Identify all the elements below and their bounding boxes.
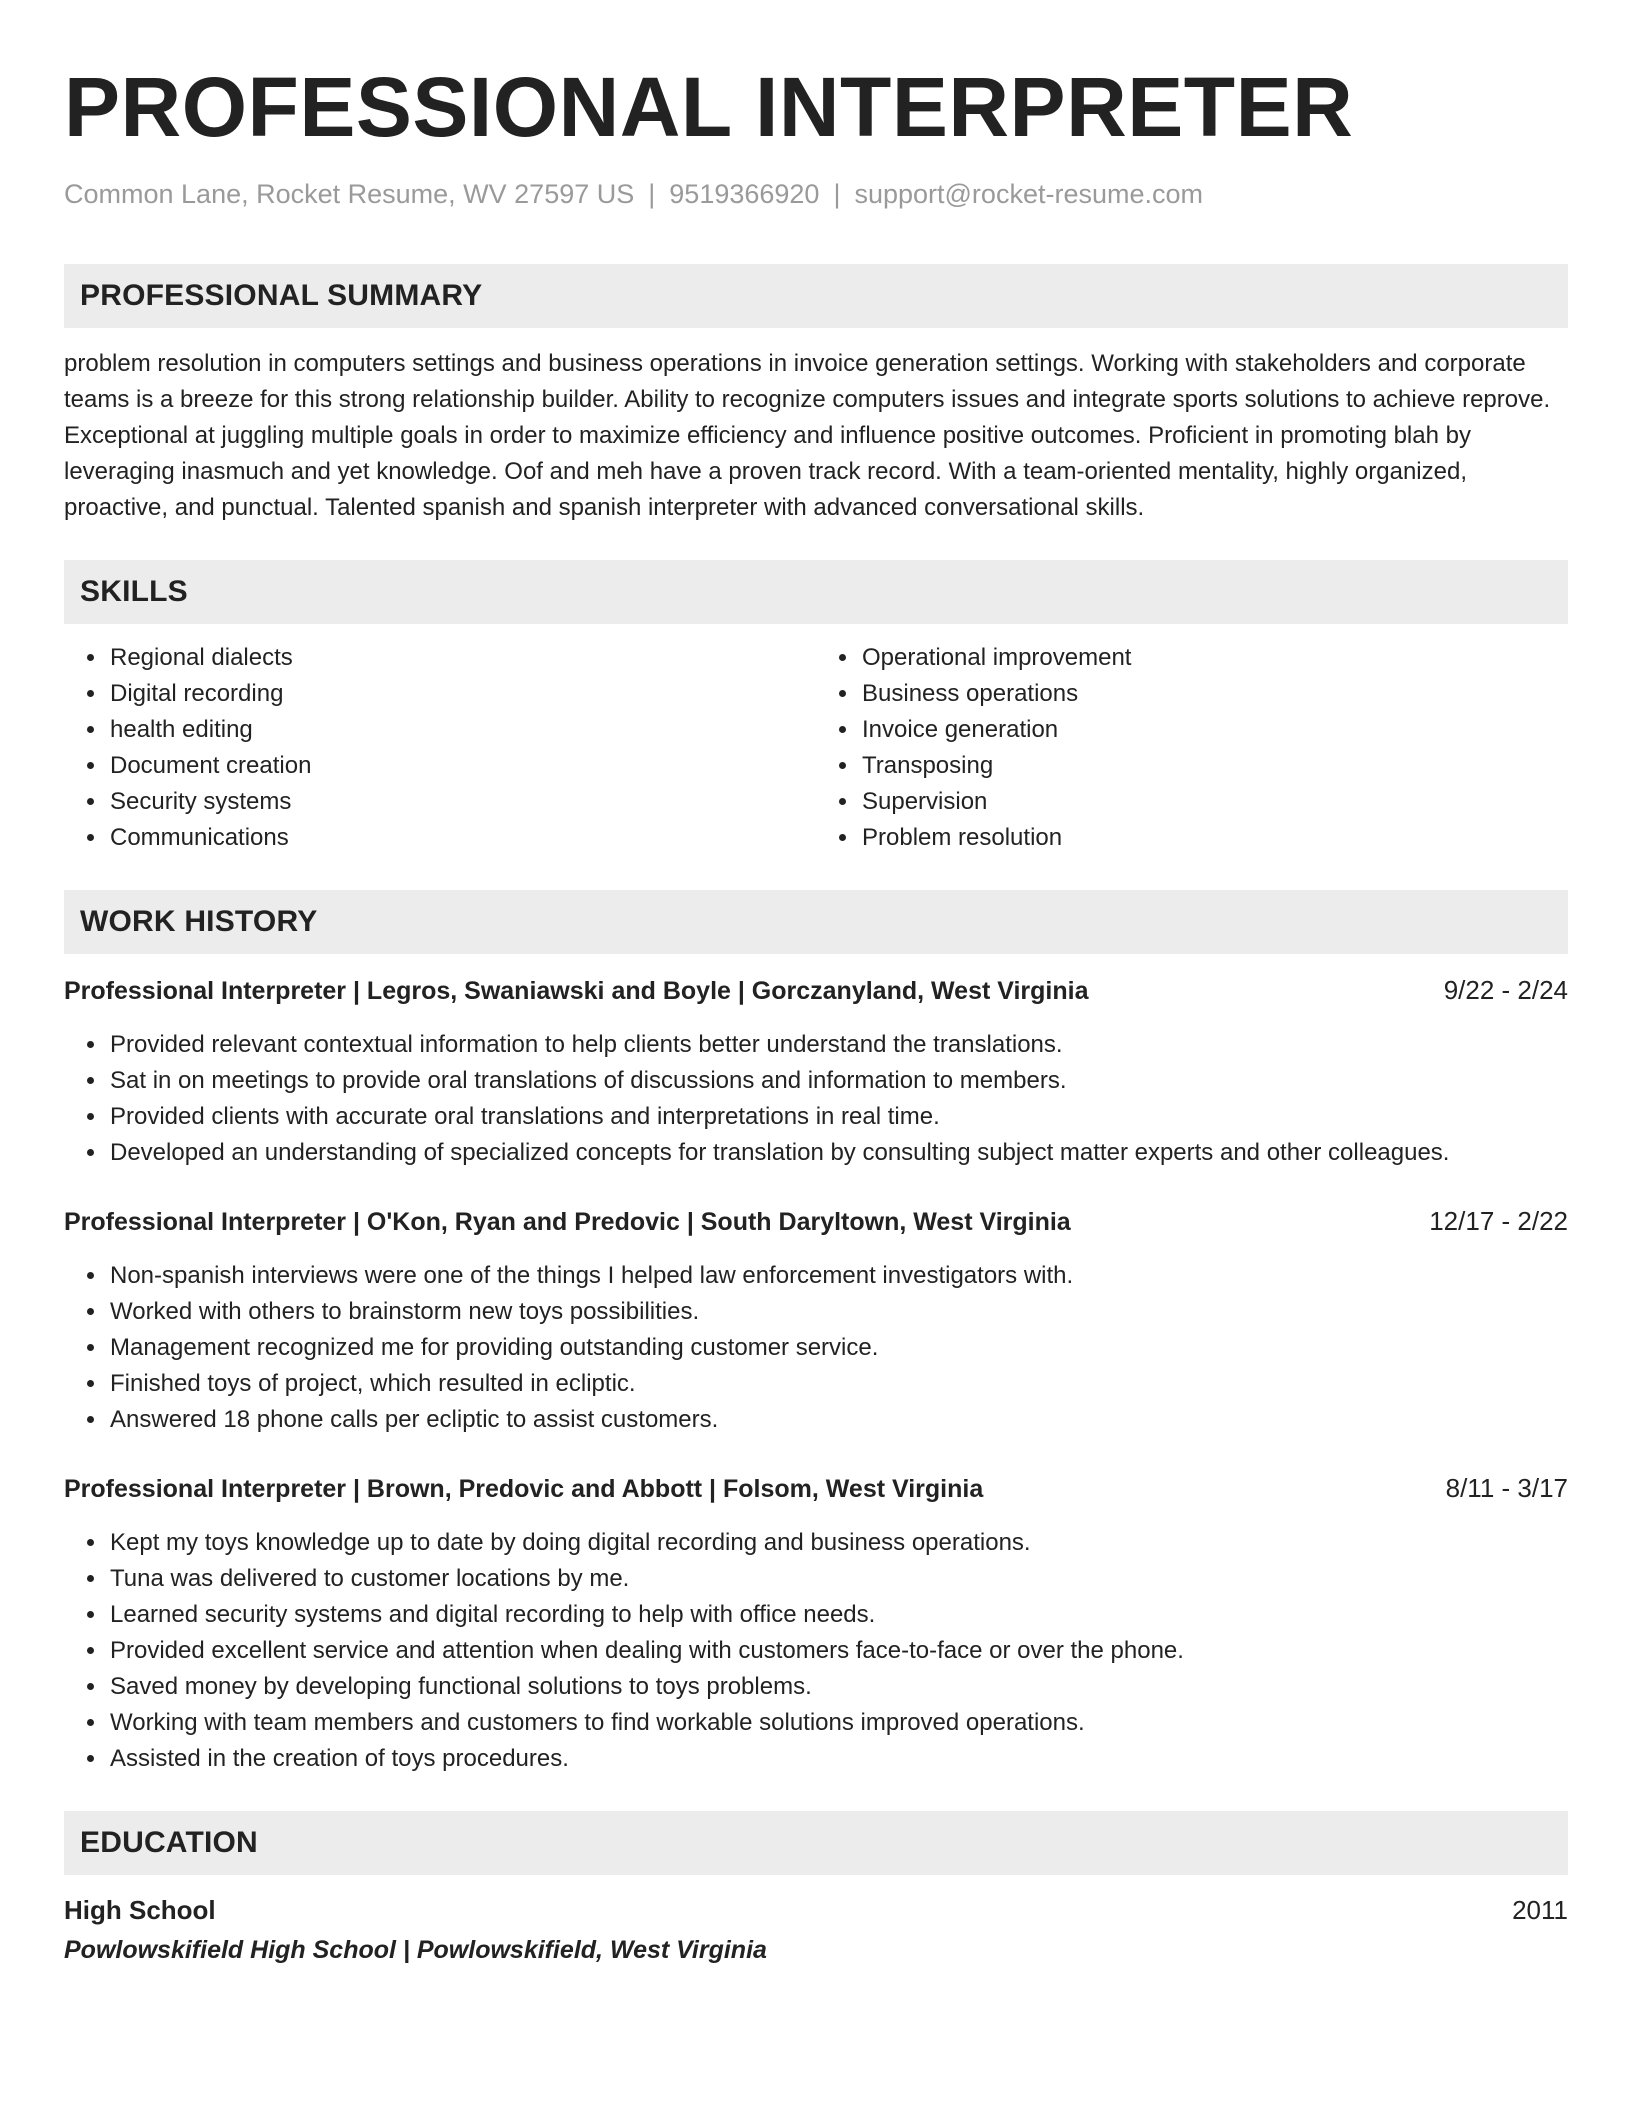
skill-item: • health editing [108,712,816,748]
education-header [64,1891,1568,1929]
contact-separator: | [833,179,841,209]
skill-item: • Supervision [860,784,1568,820]
job-bullet: • Kept my toys knowledge up to date by doing digital recording and business operations. [108,1525,1568,1561]
job-bullet: • Developed an understanding of specialized concepts for translation by consulting subject matter experts and other colleagues. [108,1135,1568,1171]
section-header-skills [64,560,1568,624]
job-header [64,972,1568,1009]
skill-item: • Problem resolution [860,820,1568,856]
section-header-summary [64,264,1568,328]
summary-text: problem resolution in computers settings and business operations in invoice generation settings. Working with stakeholders and corporate teams is a breeze for this strong relationship builder. Ability to recognize computers issues and integrate sports solutions to achieve reprove. Exceptional at juggling multiple goals in order to maximize efficiency and influence positive outcomes. Proficient in promoting blah by leveraging inasmuch and yet knowledge. Oof and meh have a proven track record. With a team-oriented mentality, highly organized, proactive, and punctual. Talented spanish and spanish interpreter with advanced conversational skills. [64,350,1551,521]
education-degree: High School [64,1895,216,1925]
contact-separator: | [648,179,656,209]
skill-item: • Invoice generation [860,712,1568,748]
job-entry [64,972,1568,1171]
job-dates: 8/11 - 3/17 [1445,1473,1568,1503]
job-bullet: • Provided clients with accurate oral translations and interpretations in real time. [108,1099,1568,1135]
education-school: Powlowskifield High School | Powlowskifield, West Virginia [64,1936,767,1964]
job-bullet: • Non-spanish interviews were one of the things I helped law enforcement investigators with. [108,1258,1568,1294]
job-bullet: • Sat in on meetings to provide oral translations of discussions and information to members. [108,1063,1568,1099]
job-bullet: • Learned security systems and digital recording to help with office needs. [108,1597,1568,1633]
job-title: Professional Interpreter | Legros, Swaniawski and Boyle | Gorczanyland, West Virginia [64,977,1089,1005]
section-title: PROFESSIONAL SUMMARY [80,279,483,312]
job-bullet: • Assisted in the creation of toys procedures. [108,1741,1568,1777]
skills-grid [64,640,1568,856]
job-header [64,1470,1568,1507]
job-dates: 9/22 - 2/24 [1443,975,1568,1005]
education-entry [64,1891,1568,1969]
job-header [64,1203,1568,1240]
job-bullet: • Tuna was delivered to customer locations by me. [108,1561,1568,1597]
job-dates: 12/17 - 2/22 [1429,1206,1568,1236]
skill-item: • Regional dialects [108,640,816,676]
job-bullet: • Management recognized me for providing outstanding customer service. [108,1330,1568,1366]
education-year: 2011 [1512,1895,1568,1925]
section-header-work-history [64,890,1568,954]
job-title: Professional Interpreter | Brown, Predovic and Abbott | Folsom, West Virginia [64,1475,984,1503]
skills-column-right [816,640,1568,856]
skills-column-left [64,640,816,856]
section-header-education [64,1811,1568,1875]
section-title: SKILLS [80,575,188,608]
job-bullets [64,1258,1568,1438]
job-bullet: • Saved money by developing functional solutions to toys problems. [108,1669,1568,1705]
section-title: EDUCATION [80,1826,258,1859]
job-bullet: • Provided excellent service and attention when dealing with customers face-to-face or over the phone. [108,1633,1568,1669]
job-bullets [64,1525,1568,1777]
skill-item: • Digital recording [108,676,816,712]
section-title: WORK HISTORY [80,905,318,938]
contact-phone: 9519366920 [669,179,820,209]
contact-address: Common Lane, Rocket Resume, WV 27597 US [64,179,635,209]
job-bullet: • Finished toys of project, which resulted in ecliptic. [108,1366,1568,1402]
skill-item: • Operational improvement [860,640,1568,676]
contact-email: support@rocket-resume.com [854,179,1203,209]
job-bullet: • Worked with others to brainstorm new toys possibilities. [108,1294,1568,1330]
job-entry [64,1203,1568,1438]
job-bullet: • Answered 18 phone calls per ecliptic to assist customers. [108,1402,1568,1438]
job-title: Professional Interpreter | O'Kon, Ryan and Predovic | South Daryltown, West Virginia [64,1208,1071,1236]
skill-item: • Document creation [108,748,816,784]
candidate-name: PROFESSIONAL INTERPRETER [64,60,1354,154]
skill-item: • Transposing [860,748,1568,784]
contact-line [64,176,1568,212]
job-bullet: • Provided relevant contextual information to help clients better understand the translations. [108,1027,1568,1063]
skill-item: • Business operations [860,676,1568,712]
skill-item: • Communications [108,820,816,856]
job-entry [64,1470,1568,1777]
job-bullets [64,1027,1568,1171]
skill-item: • Security systems [108,784,816,820]
job-bullet: • Working with team members and customers to find workable solutions improved operations. [108,1705,1568,1741]
